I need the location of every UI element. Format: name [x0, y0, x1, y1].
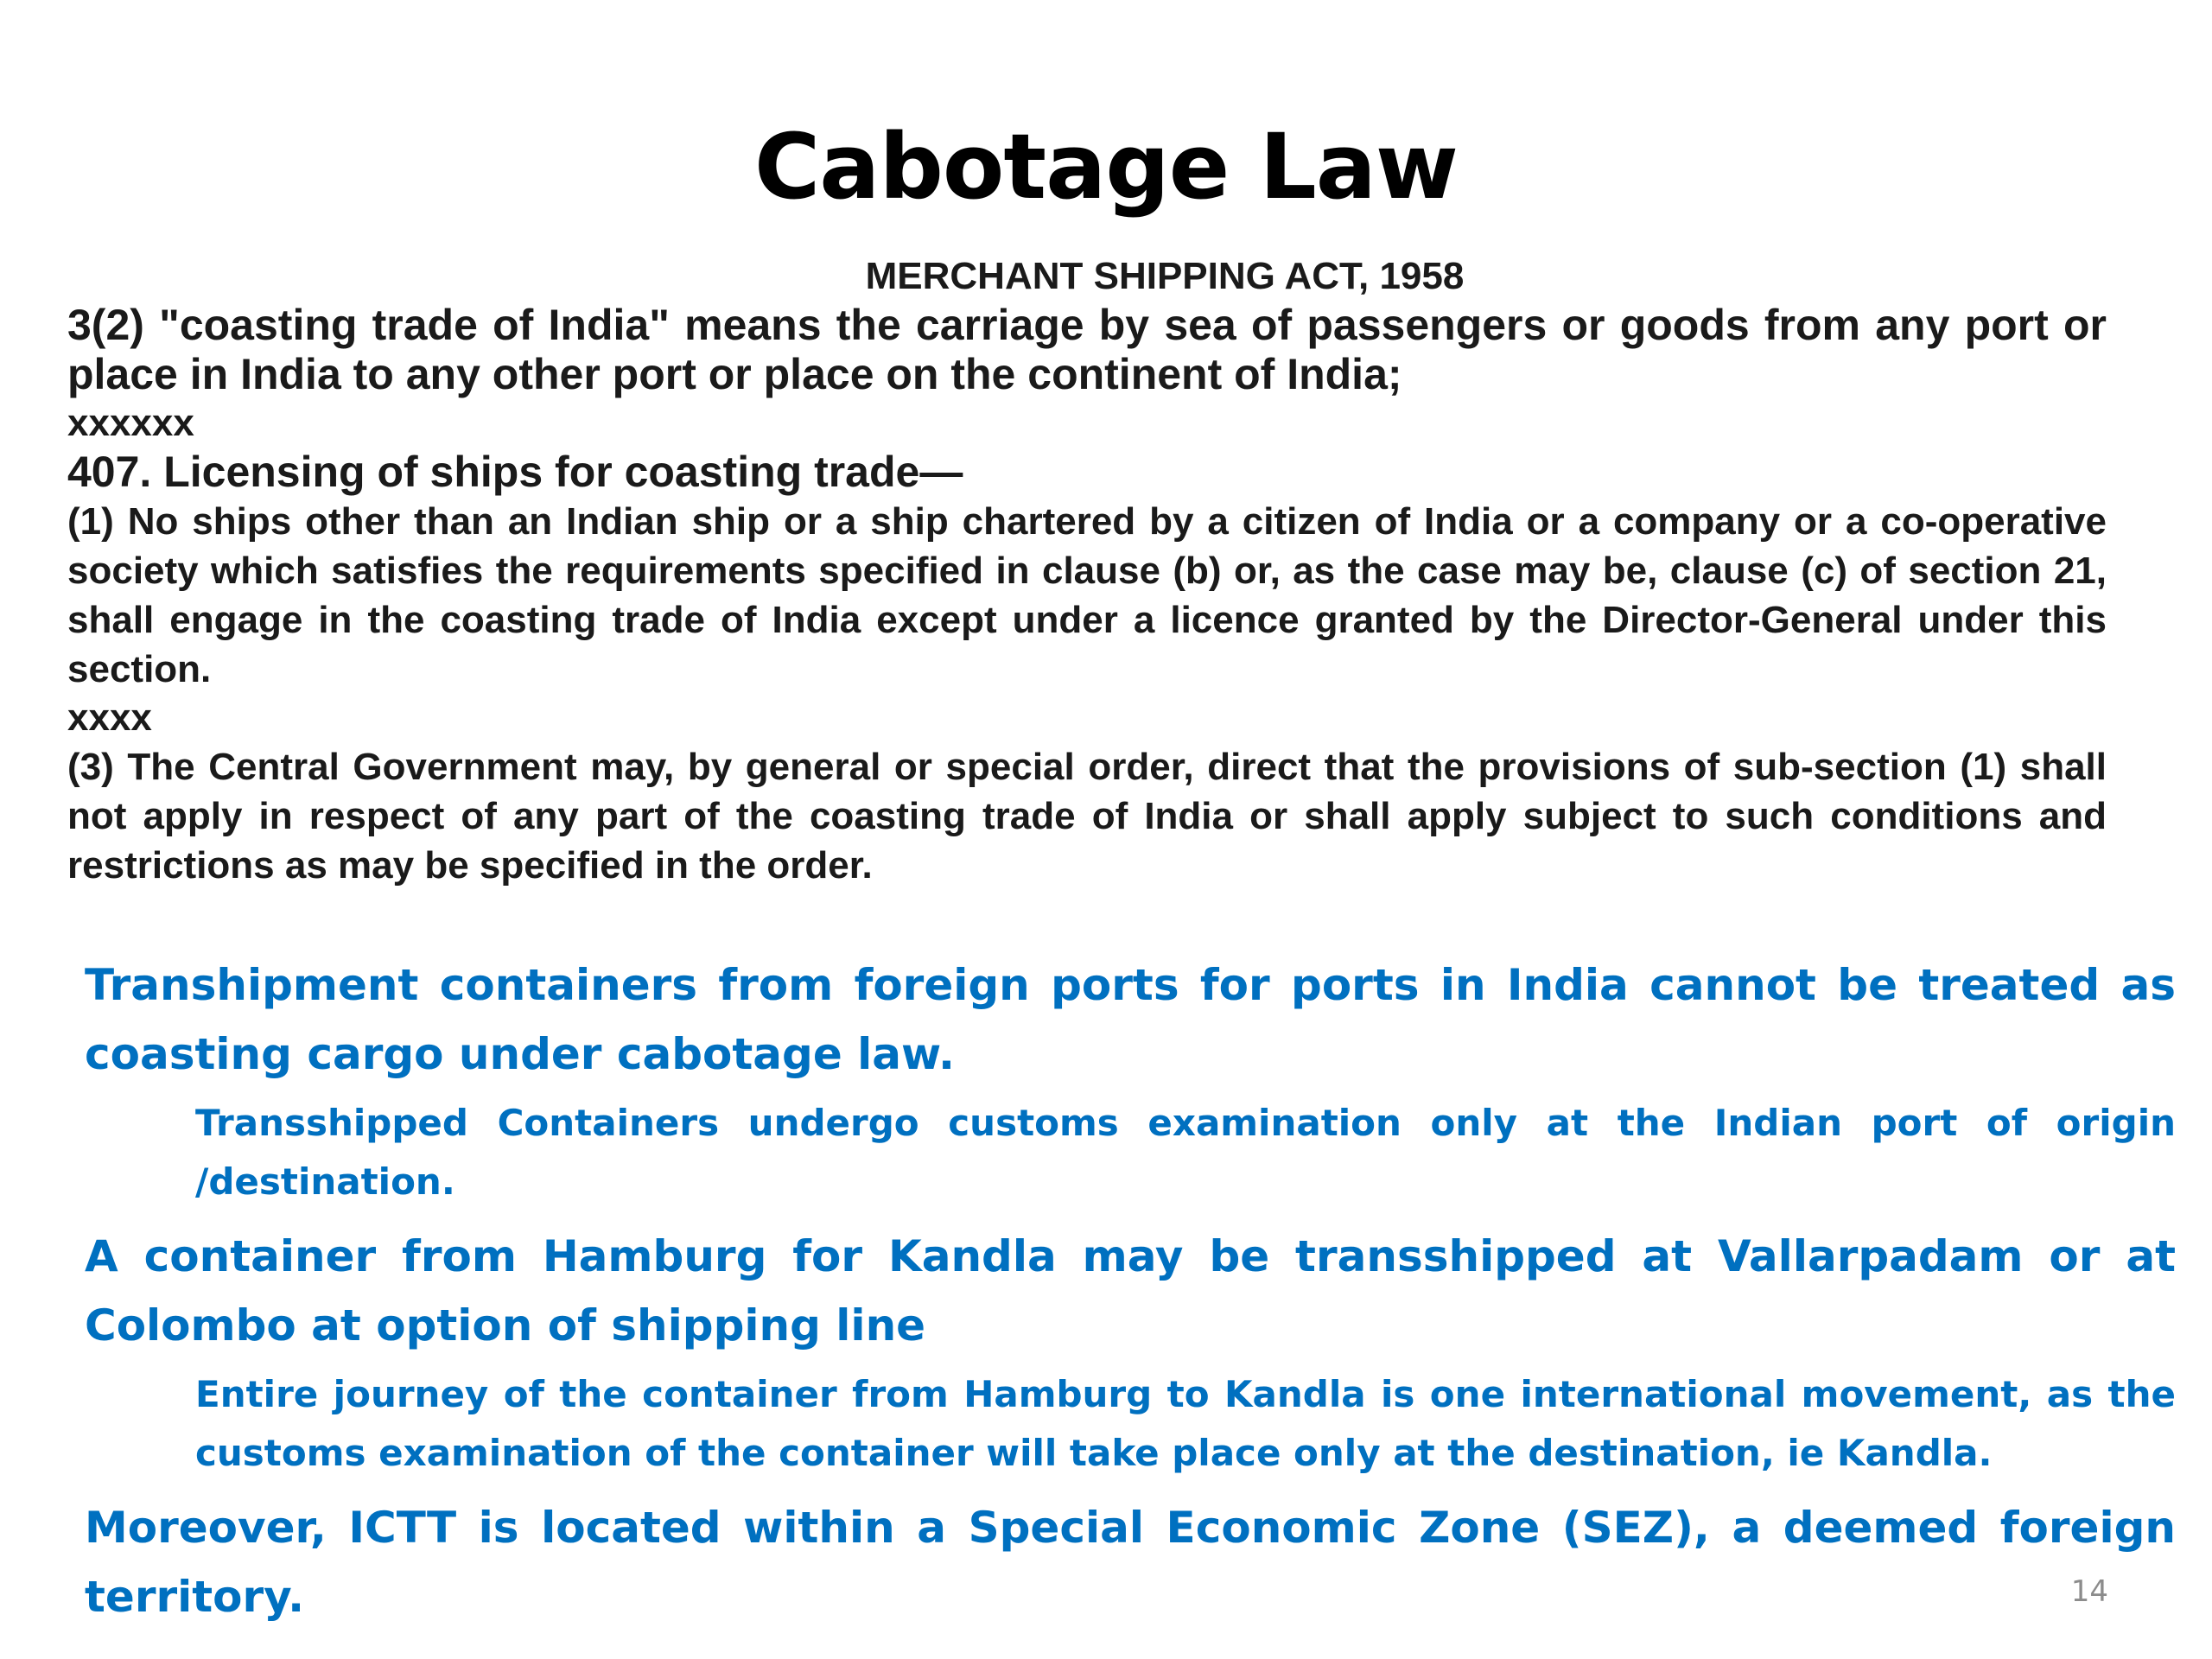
act-ellipsis-1: xxxxxx — [67, 402, 194, 444]
bullet-point-1: Transhipment containers from foreign ports for ports in India cannot be treated as coasting cargo under cabotage law. — [85, 960, 2176, 1079]
bullet-subpoint-1: Transshipped Containers undergo customs examination only at the Indian port of origin /destination. — [195, 1102, 2176, 1203]
act-heading: MERCHANT SHIPPING ACT, 1958 — [865, 255, 1465, 297]
act-excerpt — [67, 252, 2107, 890]
act-definition: 3(2) "coasting trade of India" means the carriage by sea of passengers or goods from any port or place in India to any other port or place on the continent of India; — [67, 301, 2107, 398]
bullet-list — [85, 950, 2176, 1631]
bullet-point-3: Moreover, ICTT is located within a Special Economic Zone (SEZ), a deemed foreign territory. — [85, 1503, 2176, 1622]
slide-title: Cabotage Law — [753, 114, 1458, 219]
page-number: 14 — [2070, 1574, 2108, 1609]
act-section-title: 407. Licensing of ships for coasting trade— — [67, 448, 963, 496]
bullet-point-2: A container from Hamburg for Kandla may be transshipped at Vallarpadam or at Colombo at option of shipping line — [85, 1231, 2176, 1351]
bullet-subpoint-2: Entire journey of the container from Hamburg to Kandla is one international movement, as the customs examination of the container will take place only at the destination, ie Kandla. — [195, 1373, 2176, 1474]
act-ellipsis-2: xxxx — [67, 696, 152, 739]
act-clause-3: (3) The Central Government may, by general or special order, direct that the provisions of sub-section (1) shall not apply in respect of any part of the coasting trade of India or shall apply subject to such conditions and restrictions as may be specified in the order. — [67, 746, 2107, 887]
act-clause-1: (1) No ships other than an Indian ship or a ship chartered by a citizen of India or a company or a co-operative society which satisfies the requirements specified in clause (b) or, as the case may be, clause (c) of section 21, shall engage in the coasting trade of India except under a licence granted by the Director-General under this section. — [67, 500, 2107, 690]
